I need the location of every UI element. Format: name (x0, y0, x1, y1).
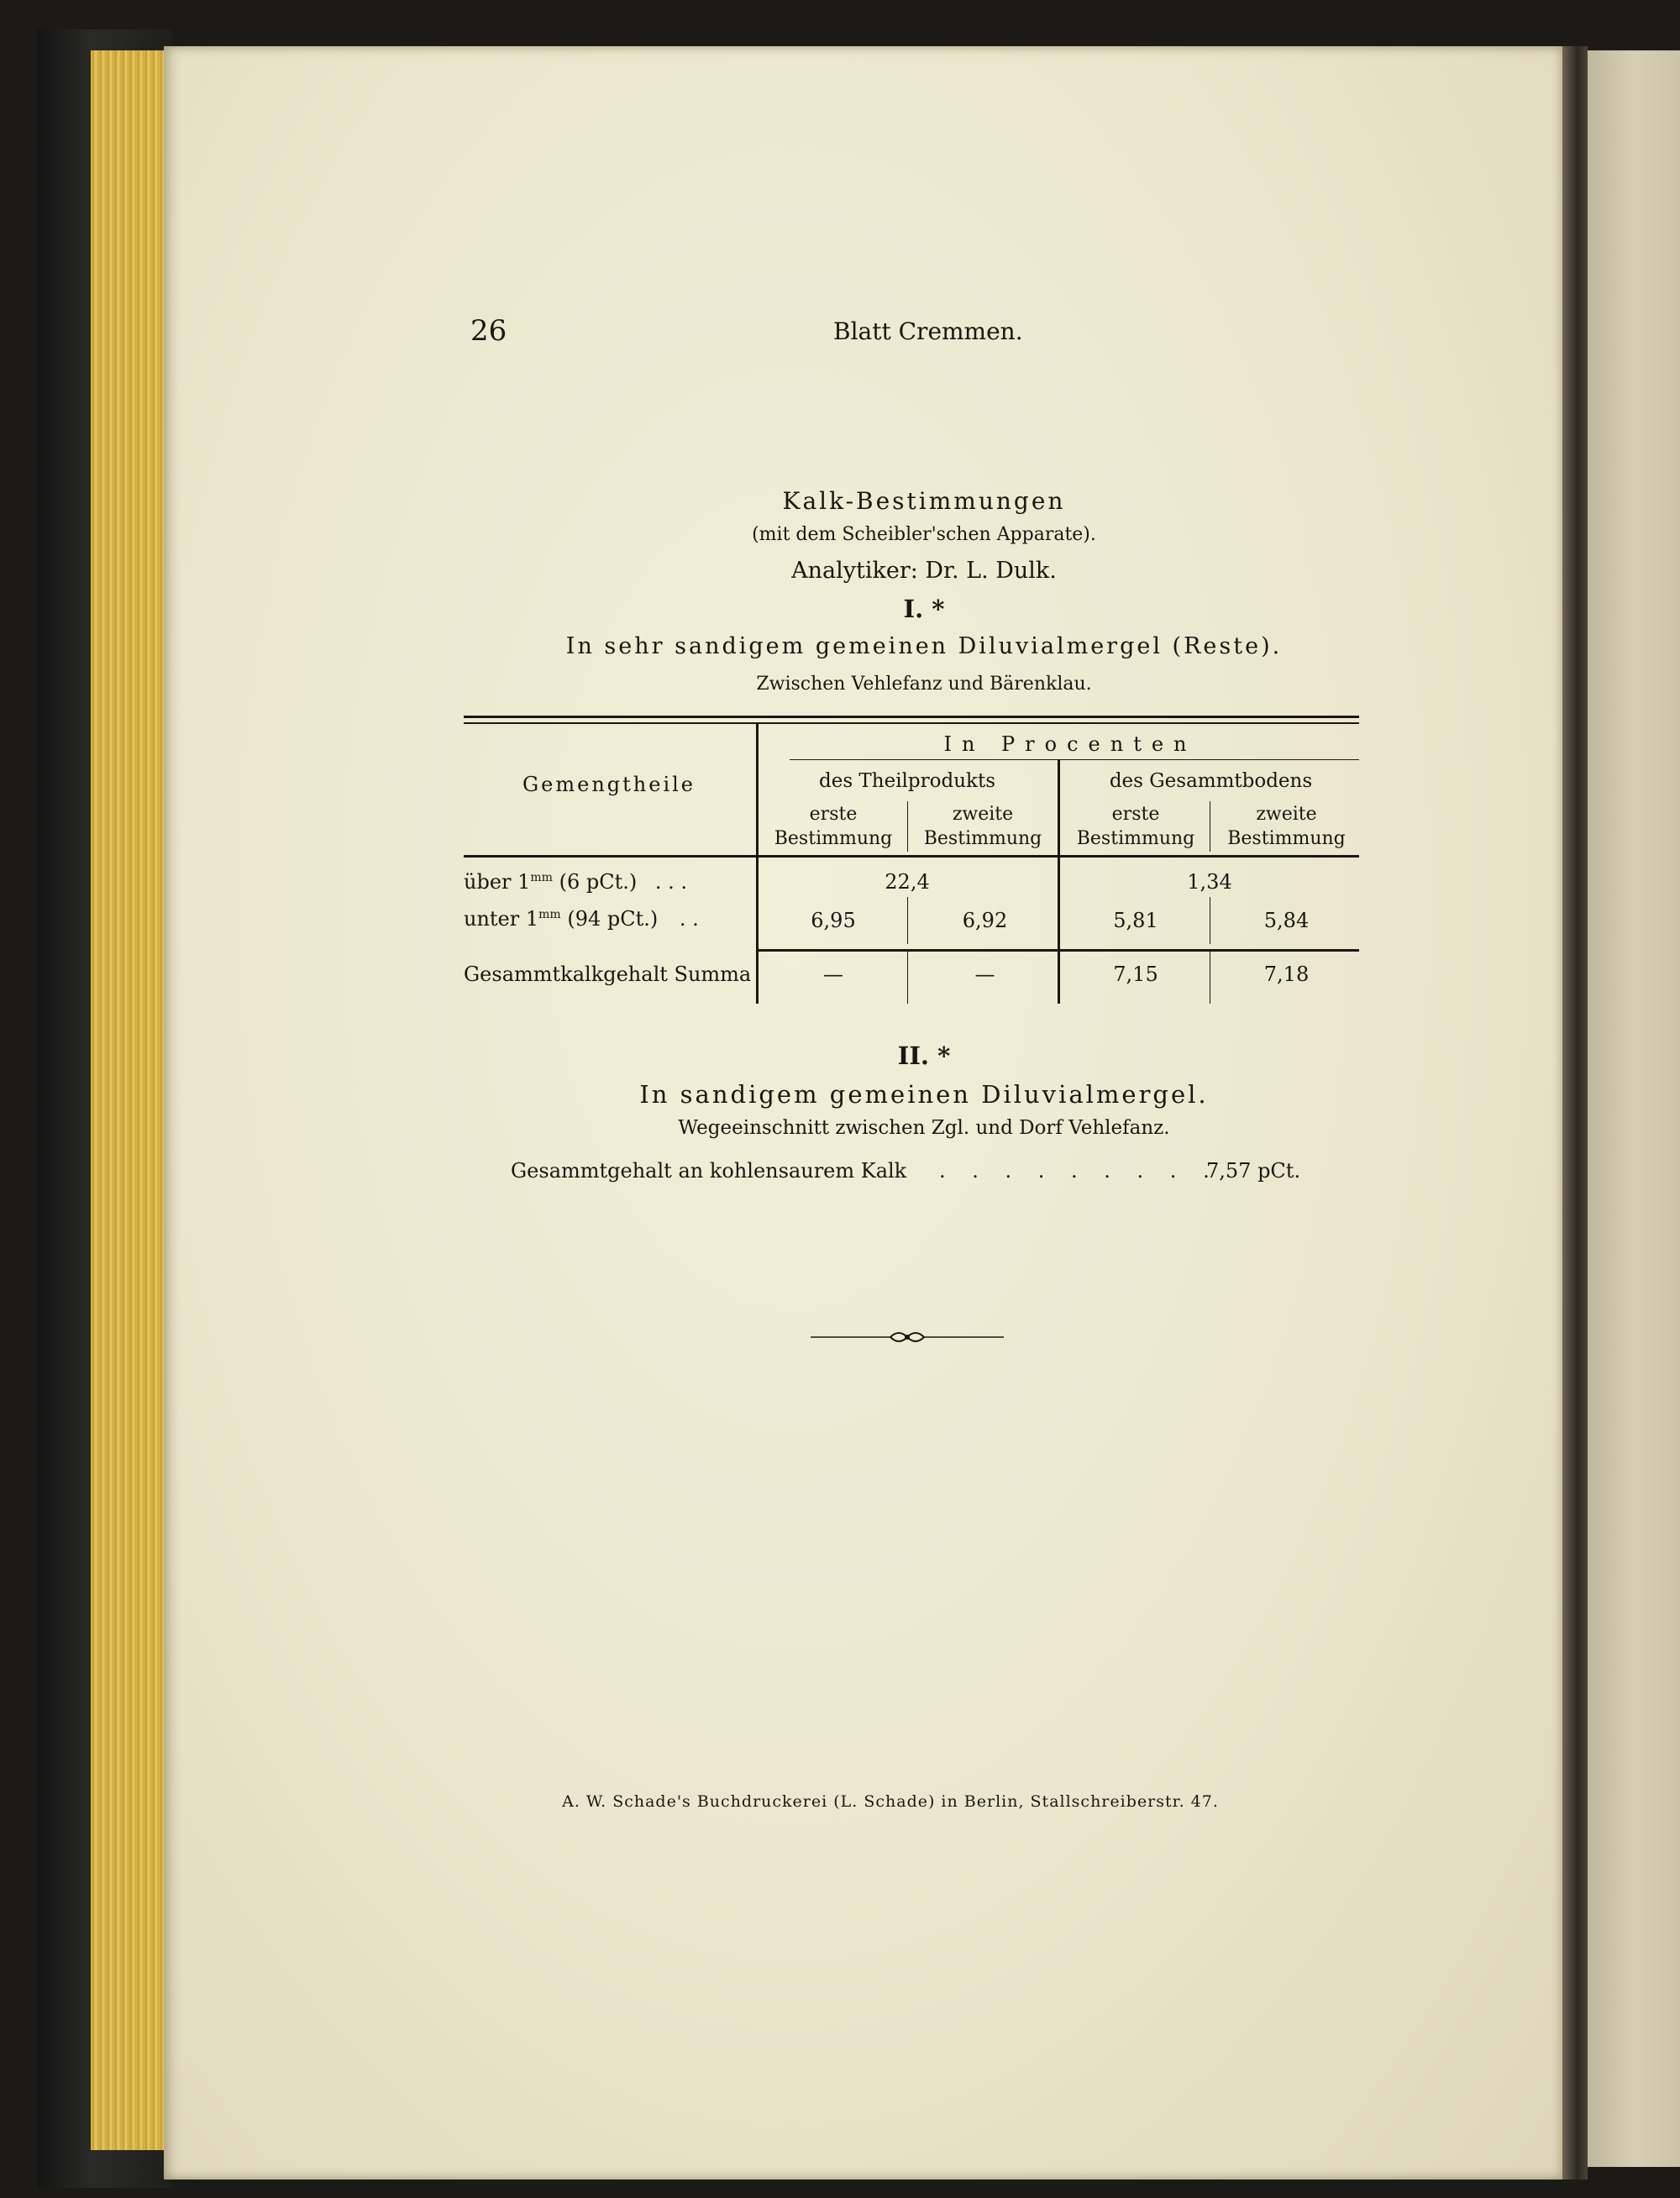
row-label-ueber: über $1^{mm}$ (6 pCt.) . . . (464, 870, 688, 894)
section-title: Kalk-Bestimmungen (782, 487, 1066, 515)
sample-1-number: I. * (903, 595, 945, 623)
row1-theilprodukt-value: 22,4 (885, 870, 930, 894)
table-divider-groups (1058, 759, 1060, 949)
page-gutter (1562, 46, 1588, 2180)
total-divider-col1 (907, 952, 908, 1004)
row2-value-3: 5,81 (1113, 909, 1158, 932)
total-label: Gesammtkalkgehalt Summa (464, 963, 752, 986)
printer-imprint: A. W. Schade's Buchdruckerei (L. Schade) in Berlin, Stallschreiberstr. 47. (562, 1792, 1219, 1811)
sub-header-gesammtboden: des Gesammtbodens (1109, 770, 1313, 792)
running-title: Blatt Cremmen. (833, 317, 1023, 345)
sample-1-location: Zwischen Vehlefanz und Bärenklau. (756, 674, 1092, 695)
sample-2-leader-dots: . . . . . . . . . (939, 1159, 1220, 1183)
sample-2-number: II. * (897, 1041, 951, 1070)
sample-2-title: In sandigem gemeinen Diluvialmergel. (639, 1080, 1209, 1109)
row1-gesammtboden-value: 1,34 (1187, 870, 1232, 894)
table-top-rule-2 (464, 722, 1359, 724)
facing-page-edge (1588, 50, 1680, 2167)
row2-value-2: 6,92 (962, 909, 1008, 932)
col-label-3: erste Bestimmung (1076, 804, 1195, 849)
total-value-4: 7,18 (1263, 963, 1310, 986)
total-divider-groups (1058, 952, 1060, 1004)
row-label-unter: unter $1^{mm}$ (94 pCt.) . . (464, 907, 699, 931)
group-header-in-procenten: In Procenten (943, 732, 1197, 756)
sample-2-location: Wegeeinschnitt zwischen Zgl. und Dorf Vehlefanz. (678, 1117, 1170, 1139)
table-divider-label (756, 724, 759, 949)
book-page (164, 46, 1562, 2180)
col-divider-1 (907, 801, 908, 852)
sample-1-title: In sehr sandigem gemeinen Diluvialmergel (Reste). (565, 633, 1283, 659)
row2-value-4: 5,84 (1263, 909, 1310, 932)
ornament-divider (811, 1327, 1004, 1347)
analyst-line: Analytiker: Dr. L. Dulk. (791, 558, 1057, 584)
col-label-1: erste Bestimmung (774, 804, 893, 849)
total-value-2: — (974, 963, 995, 986)
col-label-4: zweite Bestimmung (1227, 804, 1346, 849)
total-divider-label (756, 952, 759, 1004)
col-label-2: zweite Bestimmung (923, 804, 1042, 849)
row2-value-1: 6,95 (811, 909, 856, 932)
total-value-1: — (823, 963, 843, 986)
sub-header-theilprodukt: des Theilprodukts (818, 770, 995, 792)
page-number: 26 (470, 314, 507, 348)
col-header-gemengtheile: Gemengtheile (522, 773, 696, 796)
sample-2-total-value: 7,57 pCt. (1206, 1159, 1301, 1183)
row-divider-1 (907, 897, 908, 944)
group-header-rule (790, 759, 1359, 760)
table-top-rule (464, 716, 1359, 718)
sample-2-total-label: Gesammtgehalt an kohlensaurem Kalk (511, 1159, 907, 1183)
header-bottom-rule (464, 855, 1359, 858)
page-edges (91, 50, 172, 2150)
total-value-3: 7,15 (1113, 963, 1158, 986)
section-subtitle: (mit dem Scheibler'schen Apparate). (752, 524, 1096, 545)
